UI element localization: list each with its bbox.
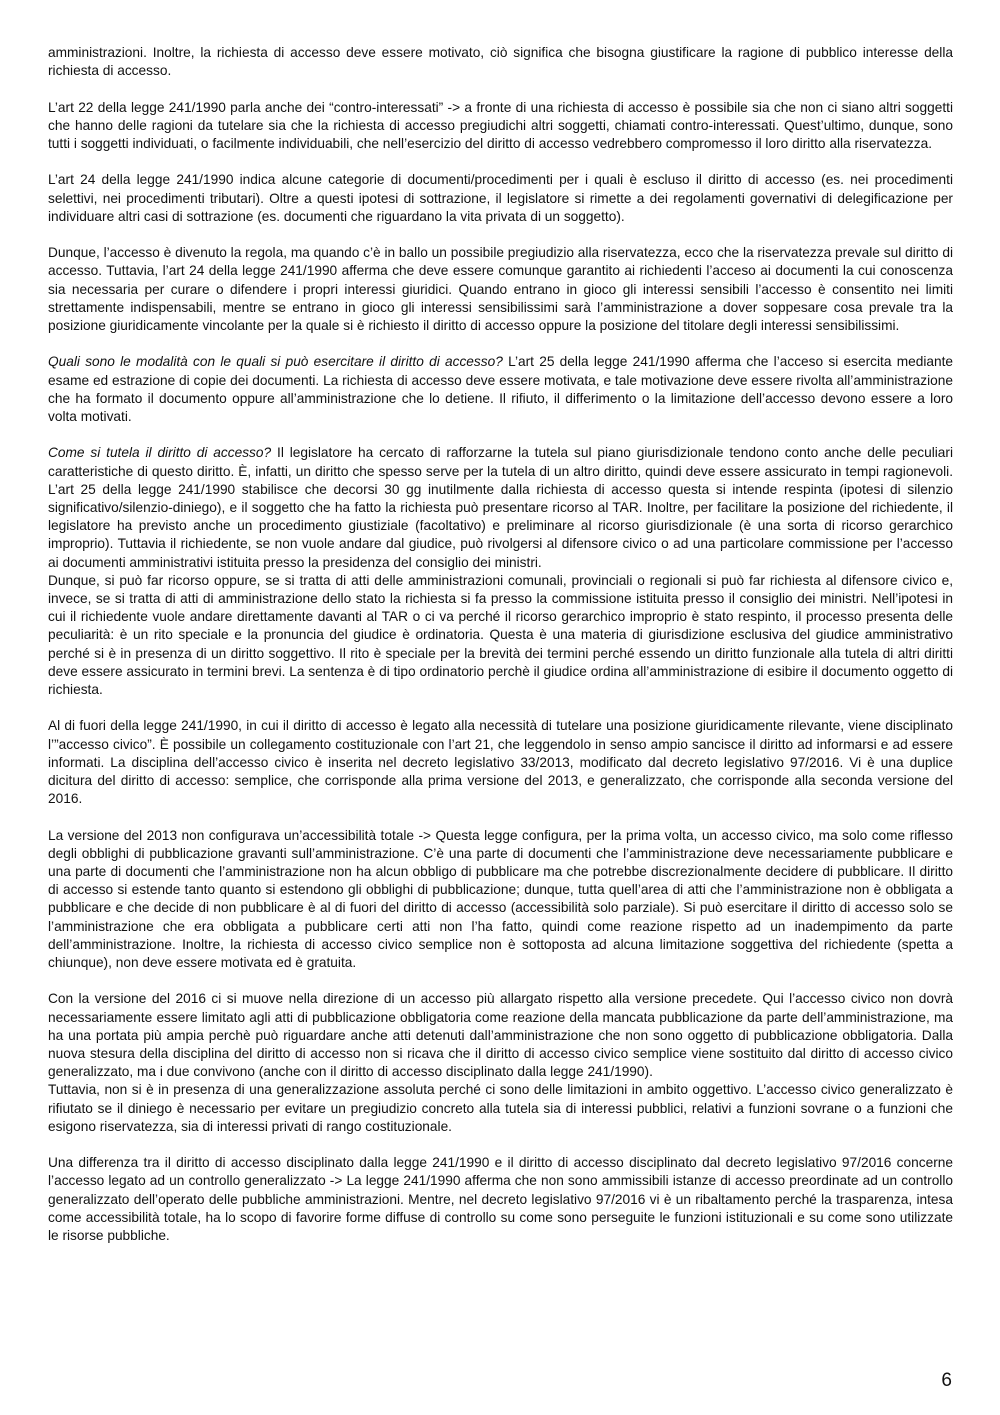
paragraph-text: Tuttavia, non si è in presenza di una generalizzazione assoluta perché ci sono delle limitazioni in ambito oggettivo. L’accesso civico generalizzato è rifiutato se il diniego è necessario per evitare un pregiudizio concreto alla tutela sia di interessi pubblici, relativi a funzioni sovrane o a funzioni che esigono riservatezza, sia di interessi privati di rango costituzionale. [48, 1082, 953, 1134]
paragraph-text: Una differenza tra il diritto di accesso disciplinato dalla legge 241/1990 e il diritto di accesso disciplinato dal decreto legislativo 97/2016 concerne l’accesso legato ad un controllo generalizzato -> La legge 241/1990 afferma che non sono ammissibili istanze di accesso preordinate ad un controllo generalizzato dell’operato delle pubbliche amministrazioni. Mentre, nel decreto legislativo 97/2016 vi è un ribaltamento perché la trasparenza, intesa come accessibilità totale, ha lo scopo di favorire forme diffuse di controllo su come sono perseguite le funzioni istituzionali e su come sono utilizzate le risorse pubbliche. [48, 1155, 953, 1244]
paragraph-art22 [48, 99, 953, 154]
paragraph-accesso-civico [48, 717, 953, 808]
paragraph-text: Con la versione del 2016 ci si muove nella direzione di un accesso più allargato rispetto alla versione precedete. Qui l’accesso civico non dovrà necessariamente essere limitato agli atti di pubblicazione obbligatoria come reazione della mancata pubblicazione da parte dell’amministrazione, ma ha una portata più ampia perchè può riguardare anche atti detenuti dall’amministrazione che non sono oggetto di pubblicazione obbligatoria. Dalla nuova stesura della disciplina del diritto di accesso non si ricava che il diritto di accesso civico semplice viene sostituito dal diritto di accesso civico generalizzato, ma i due convivono (anche con il diritto di accesso disciplinato dalla legge 241/1990). [48, 991, 953, 1080]
paragraph-riservatezza [48, 244, 953, 335]
document-page [48, 44, 953, 1263]
paragraph-text: Dunque, l’accesso è divenuto la regola, ma quando c’è in ballo un possibile pregiudizio alla riservatezza, ecco che la riservatezza prevale sul diritto di accesso. Tuttavia, l’art 24 della legge 241/1990 afferma che deve essere comunque garantito ai richiedenti l’acceso ai documenti la cui conoscenza sia necessaria per curare o difendere i propri interessi giuridici. Quando entrano in gioco gli interessi sensibili l’accesso è consentito nei limiti strettamente indispensabili, mentre se entrano in gioco gli interessi sensibilissimi sarà l’amministrazione a dover soppesare cosa prevale tra la posizione giuridicamente vincolante per la quale si è richiesto il diritto di accesso oppure la posizione del titolare degli interessi sensibilissimi. [48, 245, 953, 333]
page-number: 6 [941, 1370, 952, 1391]
paragraph-intro-continuation [48, 44, 953, 80]
paragraph-art24 [48, 171, 953, 226]
paragraph-versione-2013 [48, 827, 953, 973]
paragraph-text: Al di fuori della legge 241/1990, in cui il diritto di accesso è legato alla necessità di tutelare una posizione giuridicamente rilevante, viene disciplinato l’”accesso civico”. È possibile un collegamento costituzionale con l’art 21, che leggendolo in senso ampio sancisce il diritto ad informarsi e ad essere informati. La disciplina dell’accesso civico è inserita nel decreto legislativo 33/2013, modificato dal decreto legislativo 97/2016. Vi è una duplice dicitura del diritto di accesso: semplice, che corrisponde alla prima versione del 2013, e generalizzato, che corrisponde alla seconda versione del 2016. [48, 718, 953, 807]
paragraph-tutela [48, 444, 953, 571]
paragraph-text: Il legislatore ha cercato di rafforzarne la tutela sul piano giurisdizionale tendono conto anche delle peculiari caratteristiche di questo diritto. È, infatti, un diritto che spesso serve per la tutela di un altro diritto, quindi deve essere assicurato in tempi ragionevoli. L’art 25 della legge 241/1990 stabilisce che decorsi 30 gg inutilmente dalla richiesta di accesso questa si intende respinta (ipotesi di silenzio significativo/silenzio-diniego), e il soggetto che ha fatto la richiesta può presentare ricorso al TAR. Inoltre, per facilitare la posizione del richiedente, il legislatore ha previsto anche un procedimento giustiziale (facoltativo) e preliminare al ricorso giurisdizionale (è una sorta di ricorso gerarchico improprio). Tuttavia il richiedente, se non vuole andare dal giudice, può rivolgersi al difensore civico o ad una particolare commissione per l’accesso ai documenti amministrativi istituita presso la presidenza del consiglio dei ministri. [48, 445, 953, 570]
paragraph-question: Come si tutela il diritto di accesso? [48, 445, 272, 461]
paragraph-text: L’art 22 della legge 241/1990 parla anche dei “contro-interessati” -> a fronte di una richiesta di accesso è possibile sia che non ci siano altri soggetti che hanno delle ragioni da tutelare sia che la richiesta di accesso pregiudichi altri soggetti, chiamati contro-interessati. Quest’ultimo, dunque, sono tutti i soggetti individuati, o facilmente individuabili, che nell’esercizio del diritto di accesso vedrebbero compromesso il loro diritto alla riservatezza. [48, 99, 953, 151]
paragraph-versione-2016 [48, 990, 953, 1081]
paragraph-text: La versione del 2013 non configurava un’accessibilità totale -> Questa legge configura, per la prima volta, un accesso civico, ma solo come riflesso degli obblighi di pubblicazione gravanti sull’amministrazione. C’è una parte di documenti che l’amministrazione deve necessariamente pubblicare e una parte di documenti che l’amministrazione non ha alcun obbligo di pubblicare ma che potrebbe discrezionalmente decidere di pubblicare. Il diritto di accesso si estende tanto quanto si estendono gli obblighi di pubblicazione; dunque, tutta quell’area di atti che l’amministrazione non è obbligata a pubblicare e che decide di non pubblicare è al di fuori del diritto di accesso (accessibilità solo parziale). Si può esercitare il diritto di accesso solo se l’amministrazione che era obbligata a pubblicare certi atti non l’ha fatto, quindi come reazione rispetto ad un inadempimento da parte dell’amministrazione. Inoltre, la richiesta di accesso civico semplice non è sottoposta ad alcuna limitazione soggettiva del richiedente (spetta a chiunque), non deve essere motivata ed è gratuita. [48, 827, 953, 971]
paragraph-text: L’art 25 della legge 241/1990 afferma che l’acceso si esercita mediante esame ed estrazione di copie dei documenti. La richiesta di accesso deve essere motivata, e tale motivazione deve essere rivolta all’amministrazione che ha formato il documento oppure all’amministrazione che lo detiene. Il rifiuto, il differimento o la limitazione dell’accesso devono essere a loro volta motivati. [48, 354, 954, 424]
paragraph-modalita [48, 353, 953, 426]
paragraph-text: Dunque, si può far ricorso oppure, se si tratta di atti delle amministrazioni comunali, provinciali o regionali si può far richiesta al difensore civico e, invece, se si tratta di atti di amministrazione dello stato la richiesta si fa presso la commissione istituita presso il consiglio dei ministri. Nell’ipotesi in cui il richiedente vuole andare direttamente davanti al TAR o ci va perché il ricorso gerarchico improprio è stato respinto, il processo presenta delle peculiarità: è un rito speciale e la pronuncia del giudice è ordinatoria. Questa è una materia di giurisdizione esclusiva del giudice amministrativo perché si è in presenza di un diritto soggettivo. Il rito è speciale per la brevità dei termini perché essendo un diritto funzionale alla tutela di altri diritti deve essere assicurato in termini brevi. La sentenza è di tipo ordinatorio perchè il giudice ordina all’amministrazione di esibire il documento oggetto di richiesta. [48, 572, 953, 698]
paragraph-question: Quali sono le modalità con le quali si può esercitare il diritto di accesso? [48, 354, 503, 370]
paragraph-ricorso [48, 572, 953, 699]
paragraph-differenza [48, 1154, 953, 1245]
paragraph-limitazioni [48, 1081, 953, 1136]
paragraph-text: L’art 24 della legge 241/1990 indica alcune categorie di documenti/procedimenti per i quali è escluso il diritto di accesso (es. nei procedimenti selettivi, nei procedimenti tributari). Oltre a questi ipotesi di sottrazione, il legislatore si rimette a dei regolamenti governativi di delegificazione per individuare altri casi di sottrazione (es. documenti che riguardano la vita privata di un soggetto). [48, 172, 953, 224]
paragraph-text: amministrazioni. Inoltre, la richiesta di accesso deve essere motivato, ciò significa che bisogna giustificare la ragione di pubblico interesse della richiesta di accesso. [48, 45, 953, 79]
